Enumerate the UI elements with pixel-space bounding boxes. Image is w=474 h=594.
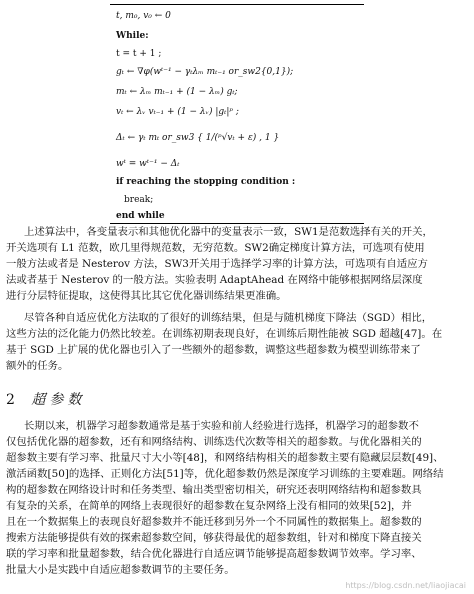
text-line: 一般方法或者是 Nesterov 方法，SW3开关用于选择学习率的计算方法，可选项有自适应方 [6, 258, 428, 270]
text-line: 这些方法的泛化能力仍然比较差。在训练初期表现良好，在训练后期性能被 SGD 超越[47]。在 [6, 328, 443, 340]
algo-break: break; [124, 195, 154, 205]
section-heading [6, 392, 85, 408]
text-line: 尽管各种自适应优化方法取的了很好的训练结果，但是与随机梯度下降法（SGD）相比， [24, 312, 433, 324]
text-line: 仅包括优化器的超参数，还有和网络结构、训练迭代次数等相关的超参数。与优化器相关的 [6, 436, 422, 448]
text-line: 且在一个数据集上的表现良好超参数并不能迁移到另外一个不同属性的数据集上。超参数的 [6, 516, 422, 528]
text-line: 长期以来，机器学习超参数通常是基于实验和前人经验进行选择，机器学习的超参数不 [24, 420, 419, 432]
text-line: 激活函数[50]的选择、正则化方法[51]等，优化超参数仍然是深度学习训练的主要难题。网络结 [6, 468, 444, 480]
text-line: 超参数主要有学习率、批量尺寸大小等[48]，和网络结构相关的超参数主要有隐藏层层数[49]、 [6, 452, 444, 464]
algo-while: While: [116, 31, 149, 41]
text-line: 搜索方法能够提供有效的探索超参数空间，够获得最优的超参数组，针对和梯度下降直接关 [6, 532, 422, 544]
algo-end-while: end while [116, 211, 165, 221]
text-line: 批量大小是实践中自适应超参数调节的主要任务。 [6, 564, 235, 576]
text-line: 法或者基于 Nesterov 的一般方法。实验表明 AdaptAhead 在网络中能够根据网络层深度 [6, 274, 423, 286]
text-line: 进行分层特征提取，这使得其比其它优化器训练结果更准确。 [6, 290, 287, 302]
watermark: https://blog.csdn.net/liaojiacai [345, 581, 466, 590]
text-line: 联的学习率和批量超参数，结合优化器进行自适应调节能够提高超参数调节效率。学习率、 [6, 548, 422, 560]
algo-delta: Δₜ ← γₜ mₜ or_sw3 { 1/(ᵖ√vₜ + ε) , 1 } [116, 133, 280, 143]
section-title: 超参数 [31, 392, 86, 408]
section-number: 2 [6, 392, 15, 408]
text-line: 额外的任务。 [6, 360, 69, 372]
algo-step: t = t + 1 ; [116, 49, 162, 59]
text-line: 有复杂的关系，在简单的网络上表现很好的超参数在复杂网络上没有相同的效果[52]，并 [6, 500, 412, 512]
text-line: 构的超参数在网络设计时和任务类型、输出类型密切相关，研究还表明网络结构和超参数具 [6, 484, 422, 496]
algo-w-update: wᵗ = wᵗ⁻¹ − Δₜ [116, 159, 180, 169]
algo-m-update: mₜ ← λₘ mₜ₋₁ + (1 − λₘ) gₜ; [116, 87, 238, 97]
algo-v-update: vₜ ← λᵥ vₜ₋₁ + (1 − λᵥ) |gₜ|ᵖ ; [116, 107, 239, 117]
text-line: 基于 SGD 上扩展的优化器也引入了一些额外的超参数，调整这些超参数为模型训练带来了 [6, 344, 421, 356]
algo-init: t, m₀, v₀ ← 0 [116, 11, 171, 21]
algo-gradient: gₜ ← ∇φ(wᵗ⁻¹ − γₜλₘ mₜ₋₁ or_sw2{0,1}); [116, 67, 294, 77]
algo-if: if reaching the stopping condition : [116, 177, 296, 187]
text-line: 开关选项有 L1 范数，欧几里得规范数，无穷范数。SW2确定梯度计算方法，可选项有使用 [6, 242, 425, 254]
algorithm-box [110, 4, 364, 224]
text-line: 上述算法中，各变量表示和其他优化器中的变量表示一致，SW1是范数选择有关的开关， [24, 226, 433, 238]
